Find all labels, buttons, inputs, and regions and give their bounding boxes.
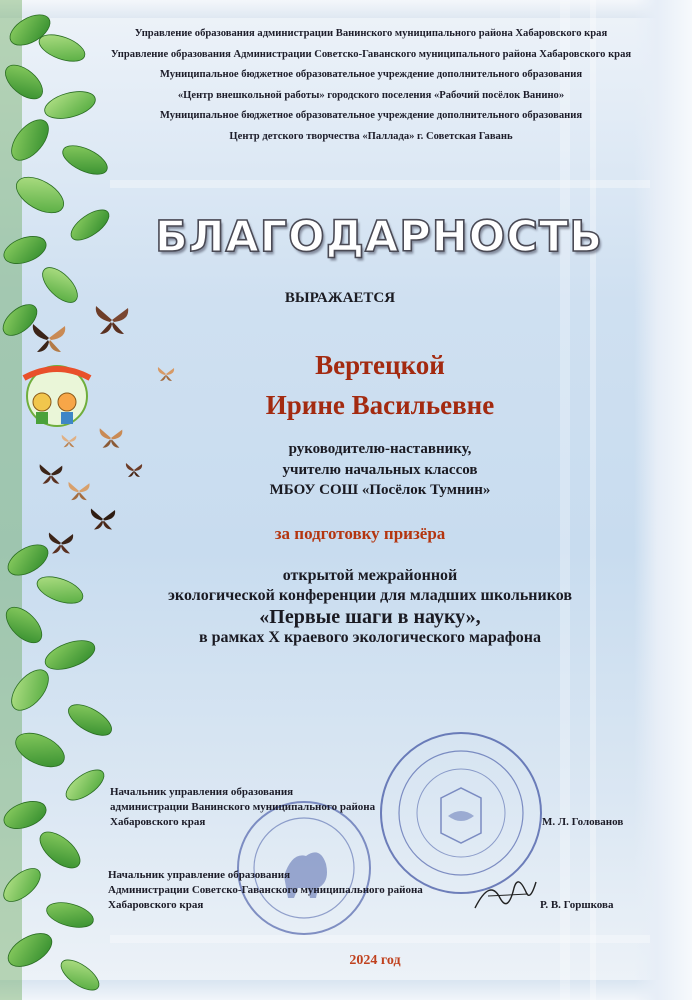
signatory-title-line: Начальник управление образования xyxy=(108,869,291,881)
signatory-title-line: администрации Ванинского муниципального района xyxy=(110,801,376,813)
light-ray xyxy=(110,935,650,943)
certificate-title: БЛАГОДАРНОСТЬ xyxy=(154,212,604,262)
event-line: открытой межрайонной xyxy=(282,567,458,584)
handwritten-signature xyxy=(470,868,540,918)
event-title: «Первые шаги в науку», xyxy=(259,606,481,628)
position-line: руководителю-наставнику, xyxy=(288,441,472,457)
ecolyata-logo xyxy=(12,356,102,428)
butterfly-icon xyxy=(96,424,126,452)
butterfly-icon xyxy=(60,432,78,450)
light-ray xyxy=(110,180,650,188)
signatory-1-title xyxy=(110,785,440,830)
position-line: МБОУ СОШ «Посёлок Тумнин» xyxy=(269,482,491,498)
butterfly-icon xyxy=(26,318,72,358)
signatory-title-line: Начальник управления образования xyxy=(110,786,294,798)
frame-right xyxy=(634,0,692,1000)
event-line: экологической конференции для младших школьников xyxy=(168,587,572,604)
recipient-given-name: Ирине Васильевне xyxy=(265,390,495,420)
signatory-2-name: Р. В. Горшкова xyxy=(540,899,614,911)
signatory-2-title xyxy=(108,868,488,913)
header-line: Управление образования администрации Ванинского муниципального района Хабаровского края xyxy=(134,28,608,39)
header-line: Управление образования Администрации Советско-Гаванского муниципального района Хабаровского края xyxy=(110,48,632,60)
recipient-surname: Вертецкой xyxy=(315,350,445,380)
issuer-header xyxy=(70,24,672,148)
signatory-title-line: Хабаровского края xyxy=(110,816,206,828)
event-line: в рамках X краевого экологического марафона xyxy=(198,629,542,646)
signatory-title-line: Хабаровского края xyxy=(108,899,204,911)
header-line: Муниципальное бюджетное образовательное учреждение дополнительного образования xyxy=(159,69,583,81)
butterfly-icon xyxy=(86,504,120,534)
reason-text: за подготовку призёра xyxy=(274,524,446,543)
signatory-1-name: М. Л. Голованов xyxy=(542,816,624,828)
butterfly-icon xyxy=(66,478,92,504)
event-description xyxy=(100,566,640,648)
recipient-position xyxy=(150,439,610,501)
header-line: Муниципальное бюджетное образовательное учреждение дополнительного образования xyxy=(159,110,583,122)
header-line: Центр детского творчества «Паллада» г. Советская Гавань xyxy=(229,130,513,142)
signatory-title-line: Администрации Советско-Гаванского муниципального района xyxy=(108,884,423,896)
header-line: «Центр внешкольной работы» городского поселения «Рабочий посёлок Ванино» xyxy=(177,89,565,101)
position-line: учителю начальных классов xyxy=(282,461,478,478)
expresses-label: ВЫРАЖАЕТСЯ xyxy=(284,290,396,306)
butterfly-icon xyxy=(36,460,66,488)
butterfly-icon xyxy=(44,528,78,558)
year-label: 2024 год xyxy=(349,953,401,968)
butterfly-icon xyxy=(92,300,132,340)
butterfly-icon xyxy=(124,460,144,480)
